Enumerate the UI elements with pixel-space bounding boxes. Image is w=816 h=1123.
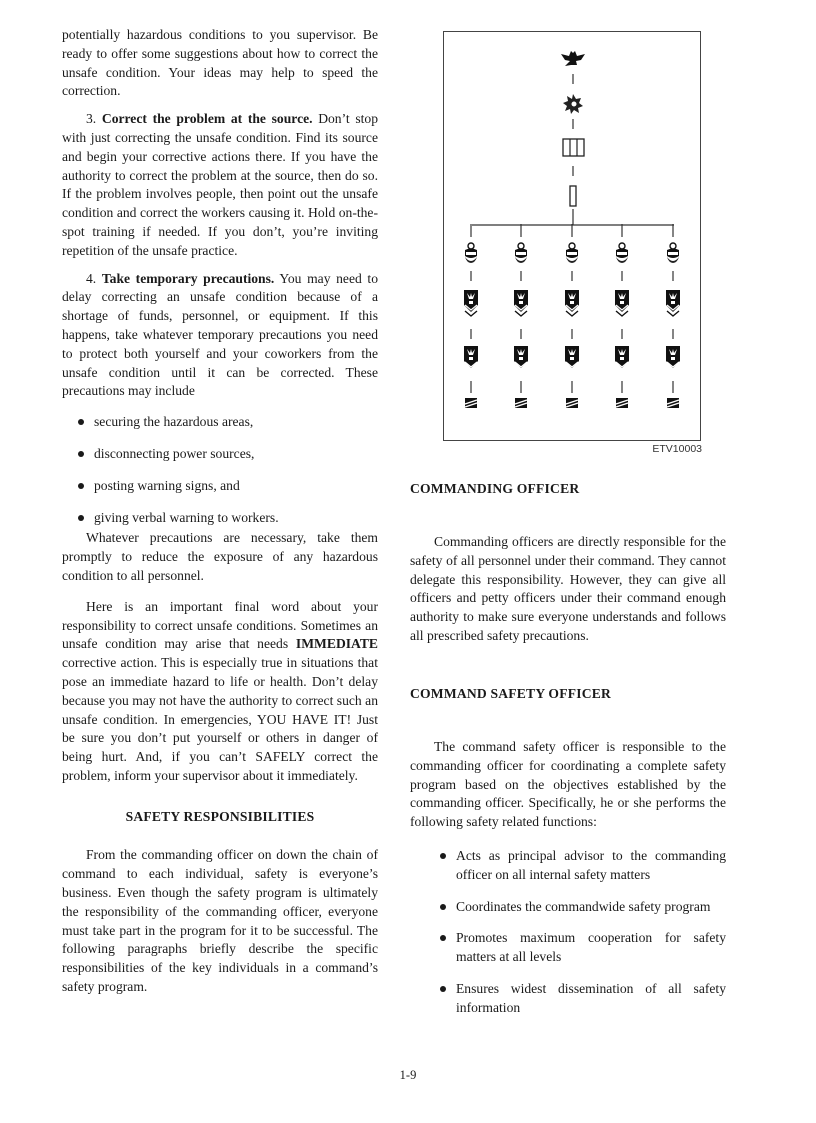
- step-4-paragraph: [62, 270, 378, 402]
- list-item: Ensures widest dissemination of all safety information: [434, 980, 726, 1018]
- precautions-list: [62, 413, 378, 527]
- first-class-badge-icon: [615, 290, 629, 316]
- first-class-badge-icon: [666, 290, 680, 316]
- list-item: posting warning signs, and: [72, 477, 378, 496]
- functions-list: [410, 847, 726, 1018]
- final-word-text: Here is an important final word about your responsibility to correct unsafe conditions. Sometimes an unsafe condition may arise that needs: [62, 598, 378, 652]
- page-number: 1-9: [399, 1068, 417, 1082]
- section-heading-safety-responsibilities: SAFETY RESPONSIBILITIES: [125, 808, 315, 824]
- list-item: Coordinates the commandwide safety program: [434, 898, 726, 917]
- list-item: Acts as principal advisor to the commanding officer on all internal safety matters: [434, 847, 726, 885]
- anchor-insignia-icon: [515, 243, 527, 263]
- seaman-stripe-icon: [616, 398, 628, 408]
- seaman-stripe-icon: [667, 398, 679, 408]
- second-class-badge-icon: [464, 346, 478, 368]
- rating-columns: [443, 31, 701, 441]
- step-text: Don’t stop with just correcting the unsafe condition. Find its source and begin your corrective actions there. If you have the authority to correct the problem at the source, then do so. If the problem involves people, then point out the unsafe condition and correct the workers causing it. Hold on-the-spot training if needed. If you don’t, you’re inviting repetition of the unsafe practice.: [62, 111, 378, 258]
- whatever-paragraph: Whatever precautions are necessary, take them promptly to reduce the exposure of any hazardous condition to all personnel.: [62, 530, 378, 583]
- list-item: giving verbal warning to workers.: [72, 509, 378, 528]
- seaman-stripe-icon: [465, 398, 477, 408]
- step-3-paragraph: [62, 110, 378, 260]
- rating-column-4: [615, 224, 629, 408]
- anchor-insignia-icon: [566, 243, 578, 263]
- list-item: securing the hazardous areas,: [72, 413, 378, 432]
- seaman-stripe-icon: [566, 398, 578, 408]
- second-class-badge-icon: [514, 346, 528, 368]
- final-word-text: corrective action. This is especially true in situations that pose an immediate hazard to life or health. Don’t delay because you may not have the authority to correct such an unsafe condition. In emergencies, YOU HAVE IT! Just be sure you don’t put yourself or others in danger of being hurt. And, if you can’t SAFELY correct the problem, inform your supervisor about it immediately.: [62, 655, 378, 783]
- step-text: You may need to delay correcting an unsafe condition because of a shortage of funds, personnel, or equipment. If this happens, take whatever temporary precautions you need to protect both yourself and your coworkers from the unsafe condition until it can be corrected. These precautions may include: [62, 270, 378, 399]
- step-number: 4.: [86, 270, 97, 286]
- command-safety-officer-section: [410, 738, 726, 1018]
- anchor-insignia-icon: [616, 243, 628, 263]
- left-column: [62, 26, 378, 997]
- immediate-emphasis: IMMEDIATE: [295, 636, 378, 652]
- rating-column-3: [565, 224, 579, 408]
- second-class-badge-icon: [666, 346, 680, 368]
- intro-paragraph: potentially hazardous conditions to you supervisor. Be ready to offer some suggestions about how to correct the unsafe condition. Your ideas may help to speed the correction.: [62, 27, 378, 99]
- step-title: Take temporary precautions.: [101, 270, 275, 286]
- command-safety-officer-paragraph: The command safety officer is responsible to the commanding officer for coordinating a complete safety program based on the objectives established by the commanding officer. Specifically, he or she performs the following safety related functions:: [410, 739, 726, 830]
- first-class-badge-icon: [514, 290, 528, 316]
- seaman-stripe-icon: [515, 398, 527, 408]
- list-item: disconnecting power sources,: [72, 445, 378, 464]
- commanding-officer-section: [410, 533, 726, 646]
- step-number: 3.: [86, 111, 97, 127]
- step-title: Correct the problem at the source.: [101, 111, 313, 127]
- second-class-badge-icon: [615, 346, 629, 368]
- list-item: Promotes maximum cooperation for safety matters at all levels: [434, 929, 726, 967]
- first-class-badge-icon: [464, 290, 478, 316]
- rating-column-5: [666, 224, 680, 408]
- anchor-insignia-icon: [465, 243, 477, 263]
- rating-column-2: [514, 224, 528, 408]
- section-heading-command-safety-officer: COMMAND SAFETY OFFICER: [410, 686, 611, 701]
- section-heading-commanding-officer: COMMANDING OFFICER: [410, 481, 580, 496]
- figure-caption: ETV10003: [652, 443, 702, 455]
- commanding-officer-paragraph: Commanding officers are directly responsible for the safety of all personnel under their command. They cannot delegate this responsibility. However, they can give all officers and petty officers under their command enough authority to make sure everyone understands and follows all prescribed safety precautions.: [410, 534, 726, 643]
- first-class-badge-icon: [565, 290, 579, 316]
- anchor-insignia-icon: [667, 243, 679, 263]
- rating-column-1: [464, 224, 478, 408]
- second-class-badge-icon: [565, 346, 579, 368]
- safety-paragraph: From the commanding officer on down the chain of command to each individual, safety is everyone’s business. Even though the safety program is ultimately the responsibility of the commanding officer, everyone must take part in the program for it to be successful. The following paragraphs briefly describe the specific responsibilities of the key individuals in a command’s safety program.: [62, 847, 378, 995]
- final-word-paragraph: [62, 598, 378, 786]
